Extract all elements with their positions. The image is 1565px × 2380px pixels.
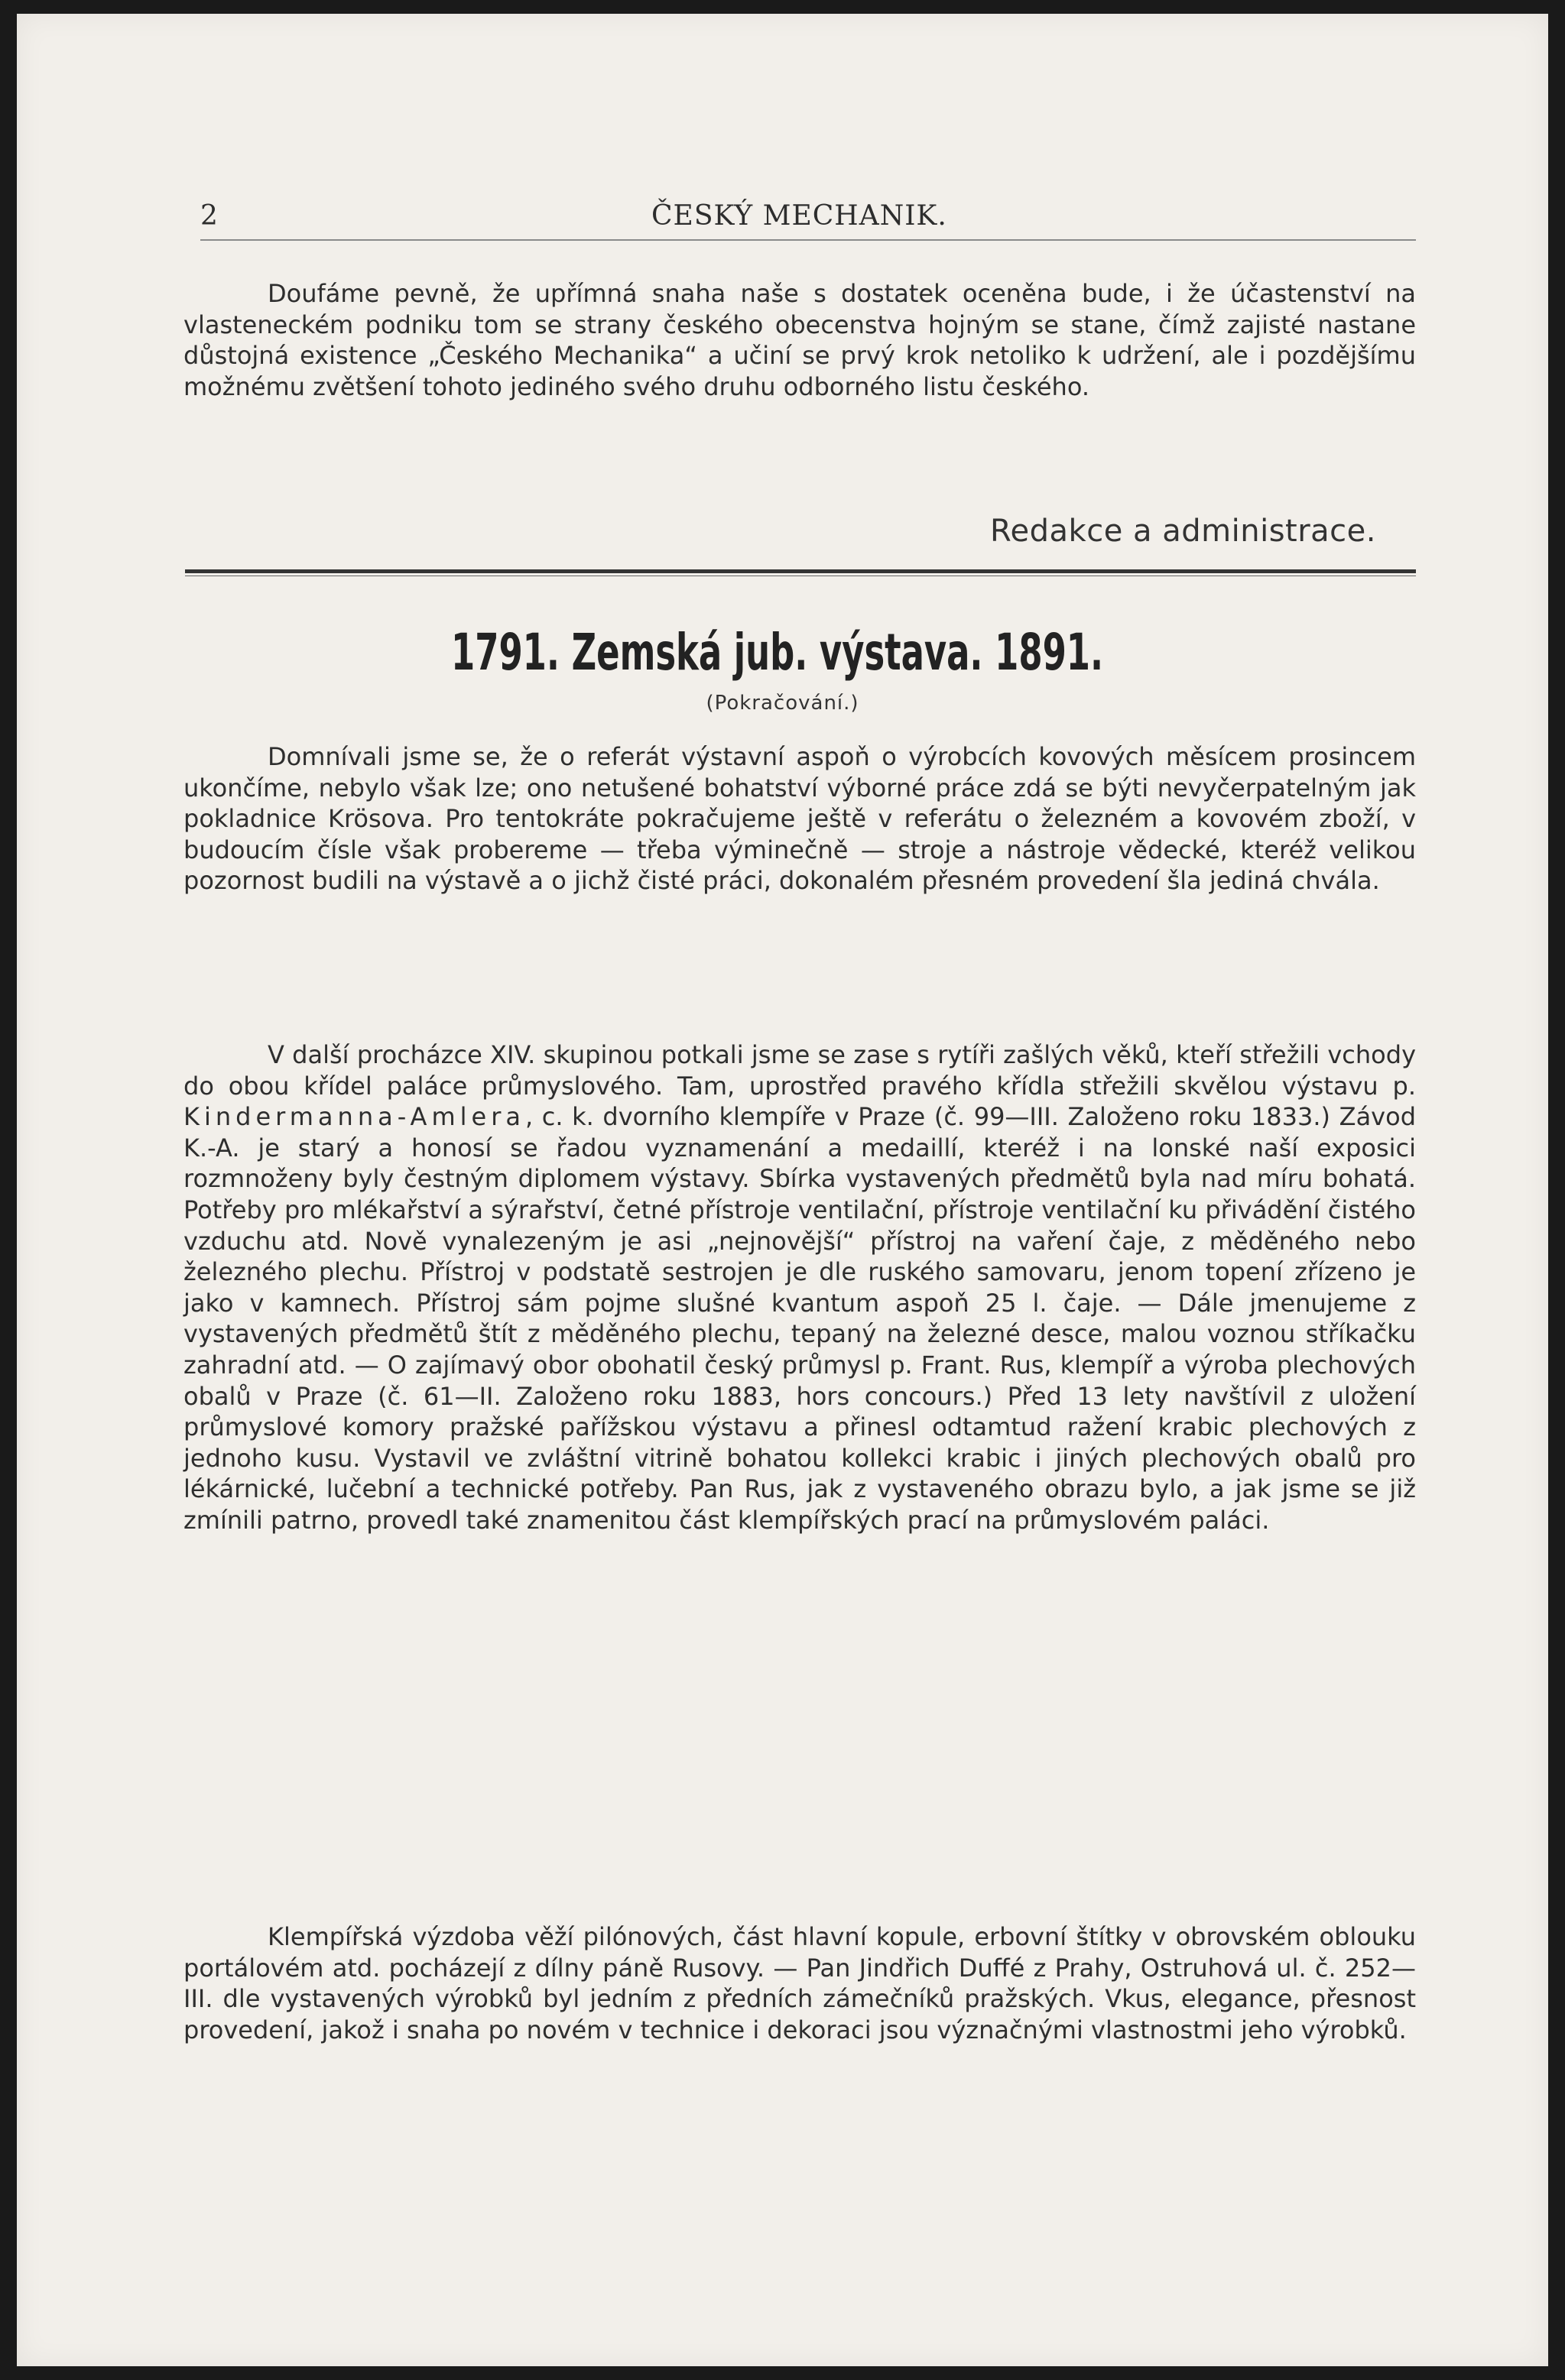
section-divider	[185, 569, 1416, 573]
header-divider	[200, 239, 1416, 241]
body-text: , c. k. dvorního klempíře v Praze (č. 99—III. Založeno roku 1833.) Závod K.-A. je starý a honosí se řadou vyznamenání a medaillí, kteréž i na lonské naší exposici rozmnoženy byly čestným diplomem výstavy. Sbírka vystavených předmětů byla nad míru bohatá. Potřeby pro mlékařství a sýrařství, četné přístroje ventilační, přístroje ventilační ku přivádění čistého vzduchu atd. Nově vynalezeným je asi „nejnovější“ přístroj na vaření čaje, z měděného nebo železného plechu. Přístroj v podstatě sestrojen je dle ruského samovaru, jenom topení zřízeno je jako v kamnech. Přístroj sám pojme slušné kvantum aspoň 25 l. čaje. — Dále jmenujeme z vystavených předmětů štít z měděného plechu, tepaný na železné desce, malou voznou stříkačku zahradní atd. — O zajímavý obor obohatil český průmysl p. Frant. Rus, klempíř a výroba plechových obalů v Praze (č. 61—II. Založeno roku 1883, hors concours.) Před 13 lety navštívil z uložení průmyslové komory pražské pařížskou výstavu a přinesl odtamtud ražení krabic plechových z jednoho kusu. Vystavil ve zvláštní vitrině bohatou kollekci krabic i jiných plechových obalů pro lékárnické, lučební a technické potřeby. Pan Rus, jak z vystaveného obrazu bylo, a jak jsme se již zmínili patrno, provedl také znamenitou část klempířských prací na průmyslovém paláci.	[183, 1102, 1416, 1535]
section-subtitle: (Pokračování.)	[706, 692, 859, 715]
body-paragraph: Domnívali jsme se, že o referát výstavní aspoň o výrobcích kovových měsícem prosincem ukončíme, nebylo však lze; ono netušené bohatství výborné práce zdá se býti nevyčerpatelným jak pokladnice Krösova. Pro tentokráte pokračujeme ještě v referátu o železném a kovovém zboží, v budoucím čísle však probereme — třeba výminečně — stroje a nástroje vědecké, kteréž velikou pozornost budili na výstavě a o jichž čisté práci, dokonalém přesném provedení šla jediná chvála.	[183, 742, 1416, 896]
body-text: V další procházce XIV. skupinou potkali jsme se zase s rytíři zašlých věků, kteří střežili vchody do obou křídel paláce průmyslového. Tam, uprostřed pravého křídla střežili skvělou výstavu p.	[183, 1040, 1416, 1101]
page-number: 2	[200, 200, 218, 232]
journal-title: ČESKÝ MECHANIK.	[651, 200, 947, 232]
company-name: Kindermanna-Amlera	[183, 1102, 525, 1132]
intro-paragraph: Doufáme pevně, že upřímná snaha naše s dostatek oceněna bude, i že účastenství na vlasteneckém podniku tom se strany českého obecenstva hojným se stane, čímž zajisté nastane důstojná existence „Českého Mechanika“ a učiní se prvý krok netoliko k udržení, ale i pozdějšímu možnému zvětšení tohoto jediného svého druhu odborného listu českého.	[183, 279, 1416, 401]
page-header	[200, 200, 1416, 238]
body-paragraph	[183, 1039, 1416, 1536]
editorial-signature: Redakce a administrace.	[990, 514, 1376, 549]
section-title: 1791. Zemská jub. výstava. 1891.	[451, 623, 1104, 682]
body-paragraph: Klempířská výzdoba věží pilónových, část hlavní kopule, erbovní štítky v obrovském oblouku portálovém atd. pocházejí z dílny páně Rusovy. — Pan Jindřich Duffé z Prahy, Ostruhová ul. č. 252—III. dle vystavených výrobků byl jedním z předních zámečníků pražských. Vkus, elegance, přesnost provedení, jakož i snaha po novém v technice i dekoraci jsou význačnými vlastnostmi jeho výrobků.	[183, 1922, 1416, 2044]
